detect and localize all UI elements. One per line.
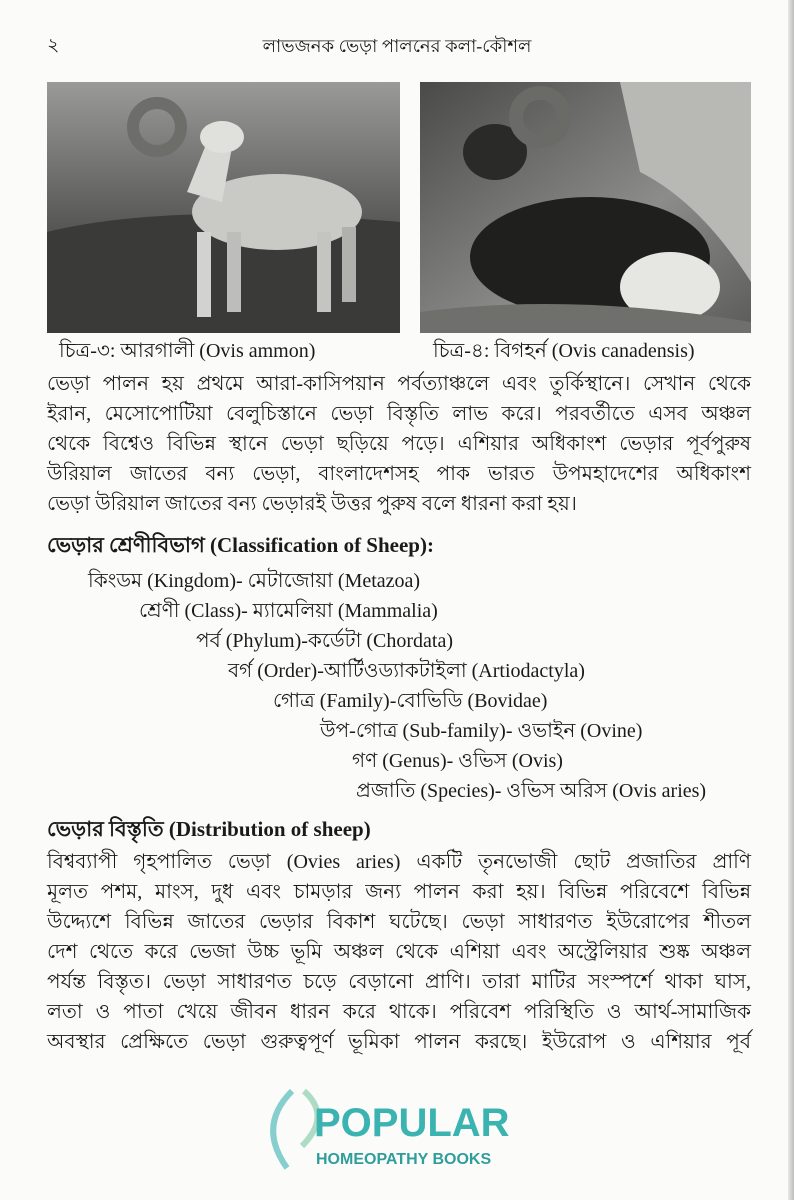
classification-heading: ভেড়ার শ্রেণীবিভাগ (Classification of Sheep):: [47, 533, 434, 557]
paragraph-line: থেকে বিশ্বেও বিভিন্ন স্থানে ভেড়া ছড়িয়ে পড়ে। এশিয়ার অধিকাংশ ভেড়ার পূর্বপুরুষ: [47, 433, 751, 455]
watermark-logo: [252, 1086, 542, 1176]
classification-genus: গণ (Genus)- ওভিস (Ovis): [352, 750, 563, 772]
paragraph-line: ইরান, মেসোপোটিয়া বেলুচিস্তানে ভেড়া বিস্তৃতি লাভ করে। পরবর্তীতে এসব অঞ্চল: [47, 403, 751, 425]
classification-subfamily: উপ-গোত্র (Sub-family)- ওভাইন (Ovine): [320, 720, 643, 742]
photo-argali: [47, 82, 400, 333]
watermark-subtext: HOMEOPATHY BOOKS: [316, 1151, 492, 1168]
figure-caption-3: চিত্র-৩: আরগালী (Ovis ammon): [59, 340, 316, 362]
classification-kingdom: কিংডম (Kingdom)- মেটাজোয়া (Metazoa): [88, 570, 421, 592]
intro-paragraph: [47, 369, 751, 519]
classification-family: গোত্র (Family)-বোভিডি (Bovidae): [273, 690, 548, 712]
paragraph-line: অবস্থার প্রেক্ষিতে ভেড়া গুরুত্বপূর্ণ ভূমিকা পালন করছে। ইউরোপ ও এশিয়ার পূর্ব: [47, 1031, 751, 1053]
watermark-text: POPULAR: [314, 1101, 510, 1145]
paragraph-line: ভেড়া পালন হয় প্রথমে আরা-কাসিপয়ান পর্বত্যাঞ্চলে এবং তুর্কিস্থানে। সেখান থেকে: [47, 373, 751, 395]
paragraph-line: বিশ্বব্যাপী গৃহপালিত ভেড়া (Ovies aries) একটি তৃনভোজী ছোট প্রজাতির প্রাণি: [47, 851, 751, 873]
page-number: ২: [47, 35, 60, 56]
paragraph-line: উরিয়াল জাতের বন্য ভেড়া, বাংলাদেশসহ পাক ভারত উপমহাদেশের অধিকাংশ: [47, 463, 751, 485]
classification-phylum: পর্ব (Phylum)-কর্ডেটা (Chordata): [196, 630, 454, 652]
paragraph-line: উদ্দ্যেশে বিভিন্ন জাতের ভেড়ার বিকাশ ঘটেছে। ভেড়া সাধারণত ইউরোপের শীতল: [47, 911, 751, 933]
distribution-paragraph: [47, 847, 751, 1057]
paragraph-line: ভেড়া উরিয়াল জাতের বন্য ভেড়ারই উত্তর পুরুষ বলে ধারনা করা হয়।: [47, 493, 577, 515]
running-title: লাভজনক ভেড়া পালনের কলা-কৌশল: [262, 36, 532, 56]
page-edge-shadow: [788, 0, 794, 1200]
classification-order: বর্গ (Order)-আর্টিওড্যাকটাইলা (Artiodactyla): [228, 660, 585, 682]
photo-bighorn: [420, 82, 751, 333]
paragraph-line: দেশ থেতে করে ভেজা উচ্চ ভূমি অঞ্চল থেকে এশিয়া এবং অস্ট্রেলিয়ার শুষ্ক অঞ্চল: [47, 941, 751, 963]
classification-species: প্রজাতি (Species)- ওভিস অরিস (Ovis aries): [356, 780, 707, 802]
classification-class: শ্রেণী (Class)- ম্যামেলিয়া (Mammalia): [139, 600, 438, 622]
paragraph-line: মূলত পশম, মাংস, দুধ এবং চামড়ার জন্য পালন করা হয়। বিভিন্ন পরিবেশে বিভিন্ন: [47, 881, 751, 903]
distribution-heading: ভেড়ার বিস্তৃতি (Distribution of sheep): [47, 817, 371, 841]
paragraph-line: লতা ও পাতা খেয়ে জীবন ধারন করে থাকে। পরিবেশ পরিস্থিতি ও আর্থ-সামাজিক: [47, 1001, 751, 1023]
figure-caption-4: চিত্র-৪: বিগহর্ন (Ovis canadensis): [433, 340, 695, 362]
paragraph-line: পর্যন্ত বিস্তৃত। ভেড়া সাধারণত চড়ে বেড়ানো প্রাণি। তারা মাটির সংস্পর্শে থাকা ঘাস,: [47, 971, 751, 993]
